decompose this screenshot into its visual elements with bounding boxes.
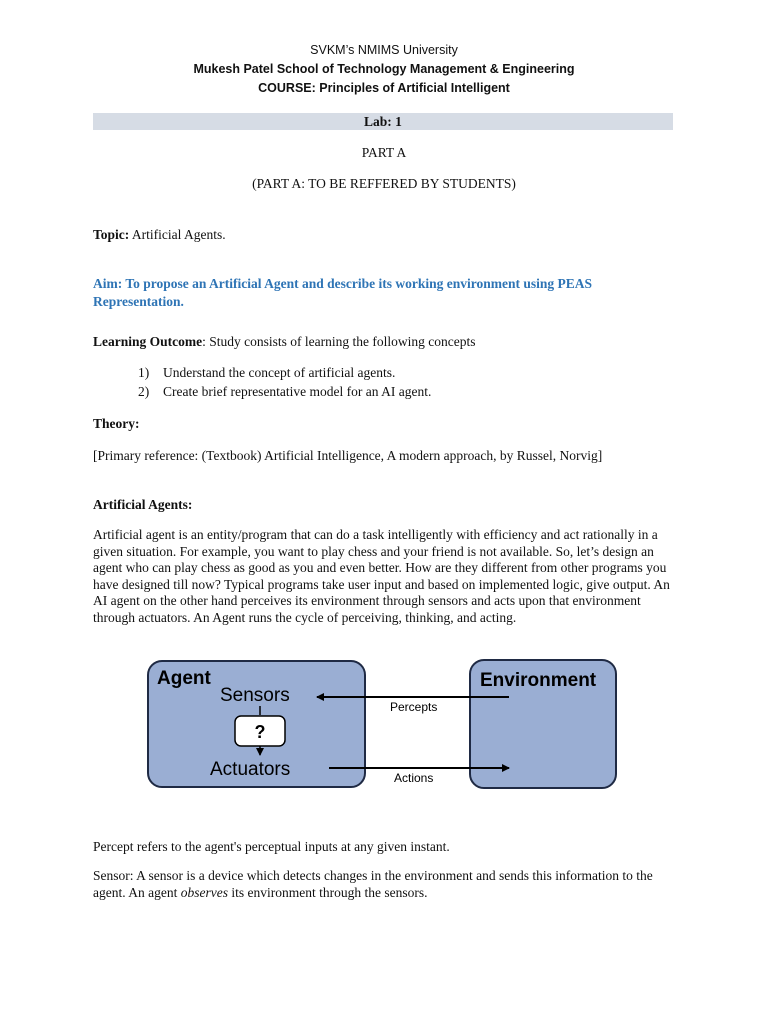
aim-statement: Aim: To propose an Artificial Agent and describe its working environment using PEAS Representation. bbox=[93, 276, 593, 309]
university-name: SVKM’s NMIMS University bbox=[310, 43, 458, 57]
topic-value: Artificial Agents. bbox=[129, 227, 226, 242]
theory-heading bbox=[93, 416, 140, 432]
environment-label: Environment bbox=[480, 670, 597, 691]
artificial-agents-paragraph: Artificial agent is an entity/program that can do a task intelligently with efficiency and act rationally in a given situation. For example, you want to play chess and your friend is not available. So, let’s design an agent who can play chess as good as you and even better. How are they different from other programs you have designed till now? Typical programs take user input and based on implemented logic, give output. An AI agent on the other hand perceives its environment through sensors and acts upon that environment through actuators. An Agent runs the cycle of perceiving, thinking, and acting. bbox=[93, 527, 670, 625]
list-item-text: Create brief representative model for an AI agent. bbox=[163, 384, 432, 399]
course-name: Principles of Artificial Intelligent bbox=[315, 81, 510, 95]
theory-heading-text: Theory: bbox=[93, 416, 140, 431]
part-title: PART A bbox=[361, 145, 407, 160]
question-label: ? bbox=[254, 722, 266, 742]
lab-title-bar: Lab: 1 bbox=[93, 113, 673, 130]
topic-label: Topic: bbox=[93, 227, 130, 242]
learning-outcome-label: Learning Outcome bbox=[93, 334, 203, 349]
sensor-definition bbox=[93, 868, 678, 901]
sensors-label: Sensors bbox=[220, 685, 290, 706]
sensor-definition-prefix: Sensor: A sensor is a device which detects changes in the environment and sends this information to the agent. An agent bbox=[93, 868, 653, 900]
actuators-label: Actuators bbox=[210, 759, 291, 780]
course-line bbox=[0, 81, 768, 95]
agent-environment-diagram bbox=[147, 659, 621, 791]
list-item bbox=[138, 365, 395, 381]
course-label: COURSE: bbox=[258, 81, 316, 95]
part-subtitle: (PART A: TO BE REFFERED BY STUDENTS) bbox=[252, 176, 516, 191]
list-item-number: 1) bbox=[138, 365, 150, 380]
primary-reference: [Primary reference: (Textbook) Artificial Intelligence, A modern approach, by Russel, Norvig] bbox=[93, 448, 603, 463]
list-item-number: 2) bbox=[138, 384, 150, 399]
sensor-definition-suffix: its environment through the sensors. bbox=[227, 884, 428, 900]
sensor-definition-emphasis: observes bbox=[180, 884, 228, 900]
list-item bbox=[138, 384, 431, 400]
learning-outcome-line bbox=[93, 334, 475, 350]
actions-label: Actions bbox=[394, 771, 434, 785]
learning-outcome-text: : Study consists of learning the following concepts bbox=[202, 334, 476, 349]
school-name: Mukesh Patel School of Technology Management & Engineering bbox=[193, 62, 575, 76]
percepts-label: Percepts bbox=[390, 700, 438, 714]
artificial-agents-heading-text: Artificial Agents: bbox=[93, 497, 193, 512]
topic-line bbox=[93, 227, 226, 243]
percept-definition: Percept refers to the agent's perceptual inputs at any given instant. bbox=[93, 839, 450, 854]
list-item-text: Understand the concept of artificial agents. bbox=[163, 365, 396, 380]
artificial-agents-heading bbox=[93, 497, 192, 513]
agent-label: Agent bbox=[157, 668, 211, 689]
